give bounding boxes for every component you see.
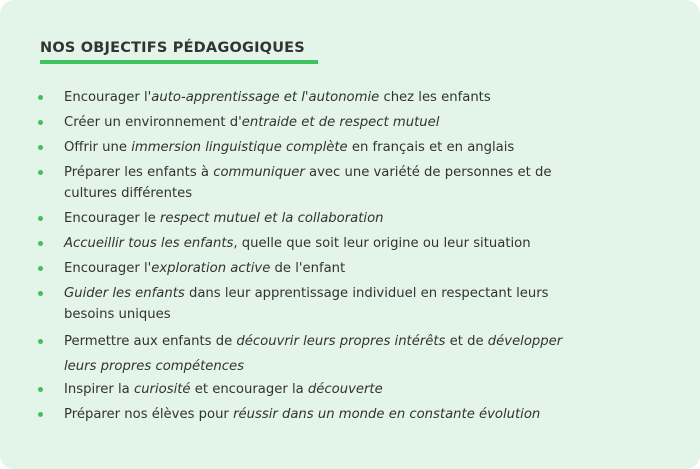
- item-text: Offrir une: [64, 140, 132, 155]
- objective-item: [38, 258, 598, 279]
- bullet-icon: [38, 241, 43, 246]
- item-text: , quelle que soit leur origine ou leur situation: [233, 236, 531, 251]
- objectives-list: [38, 87, 598, 429]
- bullet-icon: [38, 145, 43, 150]
- item-text: et de: [445, 334, 488, 349]
- section-heading: NOS OBJECTIFS PÉDAGOGIQUES: [40, 40, 318, 64]
- item-text: dans leur apprentissage individuel en respectant leurs besoins uniques: [64, 286, 549, 322]
- emphasis-text: Guider les enfants: [64, 286, 185, 301]
- objective-item: [38, 233, 598, 254]
- item-text: Encourager l': [64, 90, 152, 105]
- objective-item: [38, 208, 598, 229]
- item-text: et encourager la: [190, 382, 308, 397]
- emphasis-text: exploration active: [151, 261, 271, 276]
- item-text: Inspirer la: [64, 382, 134, 397]
- bullet-icon: [38, 387, 43, 392]
- bullet-icon: [38, 291, 43, 296]
- item-text: Permettre aux enfants de: [64, 334, 237, 349]
- objective-item: [38, 329, 598, 379]
- item-text: chez les enfants: [379, 90, 491, 105]
- emphasis-text: Accueillir tous les enfants: [64, 236, 234, 251]
- objective-item: [38, 87, 598, 108]
- item-text: de l'enfant: [270, 261, 346, 276]
- emphasis-text: découverte: [307, 382, 383, 397]
- emphasis-text: réussir dans un monde en constante évolution: [233, 407, 541, 422]
- item-text: Encourager l': [64, 261, 152, 276]
- item-text: Préparer nos élèves pour: [64, 407, 234, 422]
- objective-item: [38, 283, 598, 325]
- emphasis-text: auto-apprentissage et l'autonomie: [151, 90, 380, 105]
- bullet-icon: [38, 216, 43, 221]
- objective-item: [38, 404, 598, 425]
- objective-item: [38, 137, 598, 158]
- objective-item: [38, 112, 598, 133]
- item-text: avec une variété de personnes et de cultures différentes: [64, 165, 552, 201]
- bullet-icon: [38, 266, 43, 271]
- emphasis-text: curiosité: [133, 382, 191, 397]
- bullet-icon: [38, 120, 43, 125]
- objective-item: [38, 162, 598, 204]
- emphasis-text: développer leurs propres compétences: [64, 334, 563, 374]
- objective-item: [38, 379, 598, 400]
- emphasis-text: communiquer: [213, 165, 305, 180]
- bullet-icon: [38, 412, 43, 417]
- bullet-icon: [38, 95, 43, 100]
- bullet-icon: [38, 170, 43, 175]
- bullet-icon: [38, 339, 43, 344]
- item-text: Encourager le: [64, 211, 160, 226]
- emphasis-text: entraide et de respect mutuel: [241, 115, 440, 130]
- emphasis-text: découvrir leurs propres intérêts: [236, 334, 446, 349]
- emphasis-text: respect mutuel et la collaboration: [159, 211, 384, 226]
- item-text: Créer un environnement d': [64, 115, 242, 130]
- emphasis-text: immersion linguistique complète: [131, 140, 348, 155]
- item-text: en français et en anglais: [347, 140, 515, 155]
- item-text: Préparer les enfants à: [64, 165, 214, 180]
